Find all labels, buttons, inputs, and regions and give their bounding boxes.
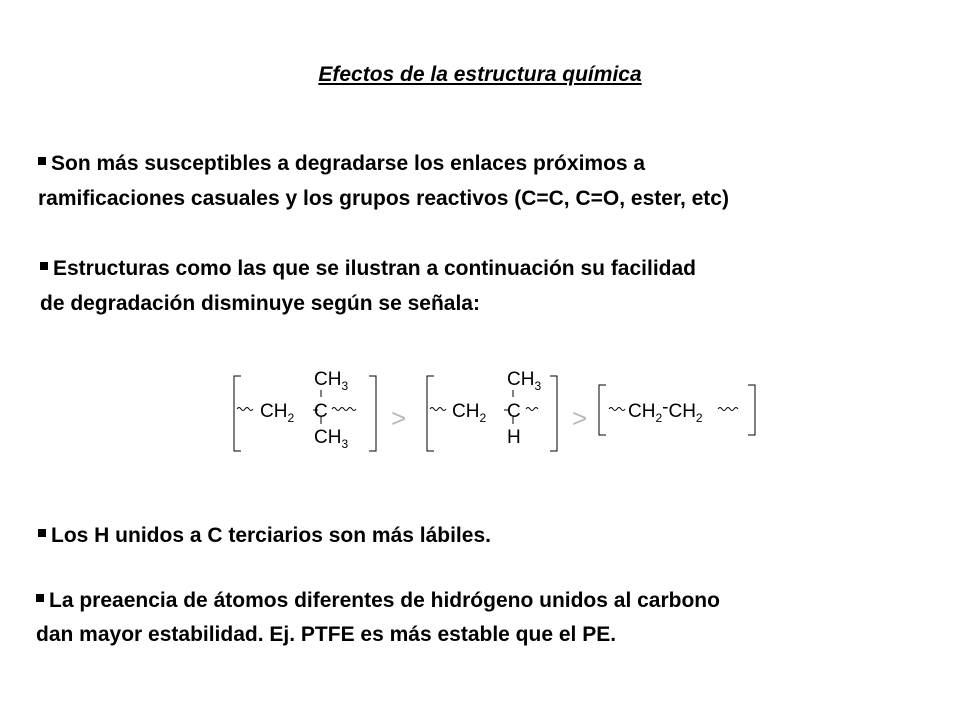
bullet-4-line-1: La preaencia de átomos diferentes de hidrógeno unidos al carbono [49,589,720,612]
methyl-top-2: $CH_3$ [507,369,542,393]
ch2-group-2: $CH_2$ [452,401,487,425]
bullet-1-line-2: ramificaciones casuales y los grupos reactivos (C=C, C=O, ester, etc) [38,187,729,210]
carbon-atom-2: C [507,401,521,422]
chain-wave-icon [430,408,446,411]
greater-than-sign-1: > [391,403,407,433]
page-title: Efectos de la estructura química [318,63,642,86]
ethylene-unit-3: $CH_2-CH_2$ [628,397,703,425]
chain-wave-icon [332,408,356,411]
hydrogen-bottom-2: H [507,427,521,448]
chain-wave-icon [718,408,738,411]
bracket-left-3 [599,385,606,435]
chain-wave-icon [526,408,538,411]
bullet-1-line-1: Son más susceptibles a degradarse los enlaces próximos a [51,152,646,175]
methyl-bottom-1: $CH_3$ [314,427,349,451]
bracket-right-1 [369,376,376,451]
carbon-atom-1: C [314,401,328,422]
chain-wave-icon [237,408,253,411]
methyl-top-1: $CH_3$ [314,369,349,393]
bullet-3-line-1: Los H unidos a C terciarios son más lábiles. [51,524,491,547]
bullet-2-line-2: de degradación disminuye según se señala: [40,292,480,315]
bullet-marker [38,529,46,537]
bracket-left-2 [427,376,434,451]
ch2-group-1: $CH_2$ [260,401,295,425]
bullet-paragraph-4 [36,584,720,652]
bullet-paragraph-3 [38,519,491,553]
bullet-marker [36,594,44,602]
bullet-2-line-1: Estructuras como las que se ilustran a continuación su facilidad [53,257,697,280]
bracket-right-2 [550,376,557,451]
greater-than-sign-2: > [572,403,588,433]
bracket-left-1 [234,376,241,451]
chain-wave-icon [609,408,625,411]
bullet-4-line-2: dan mayor estabilidad. Ej. PTFE es más estable que el PE. [36,623,617,646]
bracket-right-3 [748,385,755,435]
